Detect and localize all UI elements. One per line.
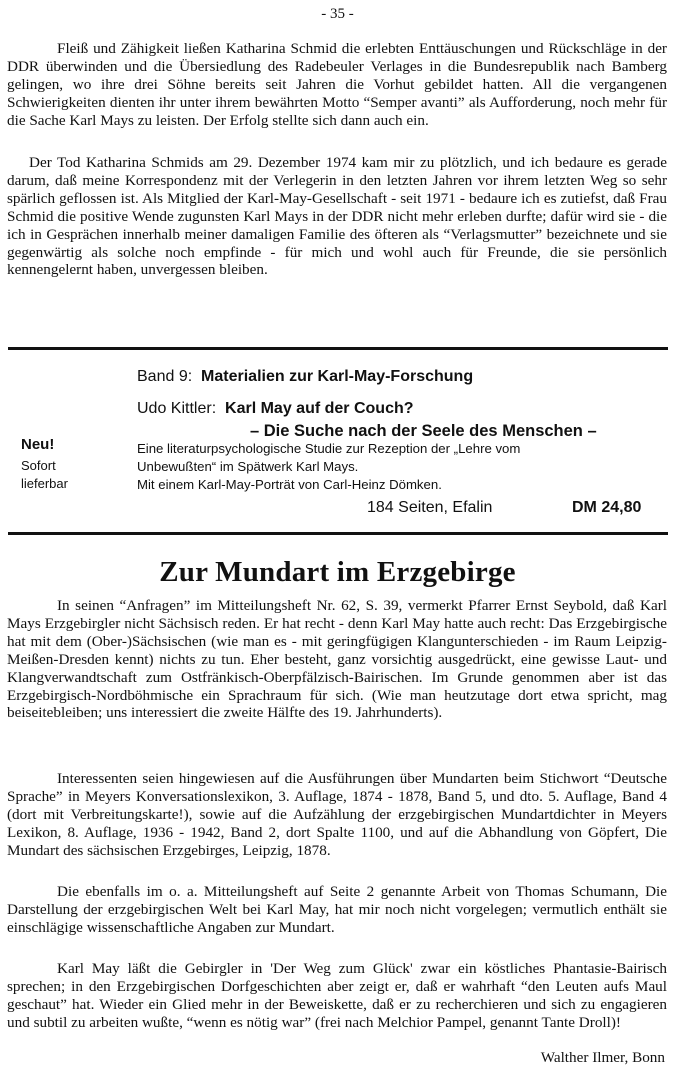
intro-paragraph-1 xyxy=(7,40,667,130)
ad-top-rule xyxy=(8,347,668,350)
ad-author-line xyxy=(137,400,414,418)
ad-band-line xyxy=(137,368,473,386)
ad-subtitle: – Die Suche nach der Seele des Menschen – xyxy=(250,422,597,440)
ad-band-prefix: Band 9: xyxy=(137,368,193,385)
article-paragraph-1 xyxy=(7,597,667,722)
article-paragraph-4-text: Karl May läßt die Gebirgler in 'Der Weg zum Glück' zwar ein köstliches Phantasie-Bairisch sprechen; in den Erzgebirgischen Dorfgeschichten aber zeigt er, daß er wahrhaft “den Leuten aufs Maul geschaut” hat. Wieder ein Glied mehr in der Beweiskette, daß er zu recherchieren und sich zu engagieren und subtil zu arbeiten wußte, “wenn es nötig war” (frei nach Melchior Pampel, genannt Tante Droll)! xyxy=(7,960,667,1031)
intro-paragraph-2-text: Der Tod Katharina Schmids am 29. Dezember 1974 kam mir zu plötzlich, und ich bedaure es gerade darum, daß meine Korrespondenz mit der Verlegerin in den letzten Jahren vor ihrem letzten Weg so sehr spärlich geflossen ist. Als Mitglied der Karl-May-Gesellschaft - seit 1971 - bedaure ich es zutiefst, daß Frau Schmid die positive Wende zugunsten Karl Mays in der DDR nicht mehr erleben durfte; dafür wird sie - die ich in Gesprächen innerhalb meiner damaligen Familie des öfteren als “Verlagsmutter” bezeichnete und sie gegenwärtig als solche noch empfinde - für mich und wohl auch für Freunde, die sie persönlich kennengelernt haben, unvergessen bleiben. xyxy=(7,154,667,279)
article-paragraph-2 xyxy=(7,770,667,860)
article-paragraph-4 xyxy=(7,960,667,1032)
article-paragraph-3 xyxy=(7,883,667,937)
ad-availability-1: Sofort xyxy=(21,458,56,473)
ad-description-line-2: Unbewußten“ im Spätwerk Karl Mays. xyxy=(137,459,359,474)
intro-paragraph-1-text: Fleiß und Zähigkeit ließen Katharina Schmid die erlebten Enttäuschungen und Rückschläge in der DDR überwinden und die Übersiedlung des Radebeuler Verlages in die Bundesrepublik nach Bamberg gelingen, wo ihre drei Söhne bereits seit Jahren die Vorhut gebildet hatten. All die vergangenen Schwierigkeiten dienten ihr unter ihrem bewährten Motto “Semper avanti” als Aufforderung, noch mehr für die Sache Karl Mays zu leisten. Der Erfolg stellte sich dann auch ein. xyxy=(7,40,667,129)
article-paragraph-2-text: Interessenten seien hingewiesen auf die Ausführungen über Mundarten beim Stichwort “Deutsche Sprache” in Meyers Konversationslexikon, 3. Auflage, 1874 - 1878, Band 5, und dto. 5. Auflage, Band 4 (dort mit Verbreitungskarte!), sowie auf die Aufzählung der erzgebirgischen Mundartdichter in Meyers Lexikon, 8. Auflage, 1936 - 1942, Band 2, dort Spalte 1100, und auf die Abhandlung von Göpfert, Die Mundart des sächsischen Erzgebirges, Leipzig, 1878. xyxy=(7,770,667,859)
ad-book-title: Karl May auf der Couch? xyxy=(225,400,414,417)
ad-author: Udo Kittler: xyxy=(137,400,217,417)
ad-pages: 184 Seiten, Efalin xyxy=(367,499,493,516)
intro-paragraph-2 xyxy=(7,154,667,279)
ad-band-title: Materialien zur Karl-May-Forschung xyxy=(201,368,474,385)
article-paragraph-1-text: In seinen “Anfragen” im Mitteilungsheft Nr. 62, S. 39, vermerkt Pfarrer Ernst Seybold, daß Karl Mays Erzgebirgler nicht Sächsisch reden. Er hat recht - denn Karl May hatte auch recht: Das Erzgebirgische hat mit dem (Ober-)Sächsischen (wie man es - mit geringfügigen Klangunterschieden - im Raum Leipzig-Meißen-Dresden kennt) nichts zu tun. Eher besteht, ganz vorsichtig ausgedrückt, eine gewisse Laut- und Klangverwandtschaft zum Ostfränkisch-Oberpfälzisch-Bairischen. Im Grunde genommen aber ist das Erzgebirgisch-Nordböhmische ein Sprachraum für sich. (Wie man heutzutage dort etwa spricht, mag beiseitebleiben; uns interessiert die zweite Hälfte des 19. Jahrhunderts). xyxy=(7,597,667,722)
ad-price: DM 24,80 xyxy=(572,499,642,516)
ad-new-badge: Neu! xyxy=(21,436,55,453)
ad-availability-2: lieferbar xyxy=(21,476,68,491)
ad-bottom-rule xyxy=(8,532,668,535)
book-advertisement xyxy=(0,352,675,530)
article-signature: Walther Ilmer, Bonn xyxy=(540,1049,665,1066)
article-paragraph-3-text: Die ebenfalls im o. a. Mitteilungsheft auf Seite 2 genannte Arbeit von Thomas Schumann, Die Darstellung der erzgebirgischen Welt bei Karl May, hat mir noch nicht vorgelegen; vermutlich enthält sie einschlägige wissenschaftliche Angaben zur Mundart. xyxy=(7,883,667,936)
article-title: Zur Mundart im Erzgebirge xyxy=(159,556,516,588)
ad-description-line-1: Eine literaturpsychologische Studie zur Rezeption der „Lehre vom xyxy=(137,441,521,456)
page-number: - 35 - xyxy=(321,6,354,22)
ad-description-line-3: Mit einem Karl-May-Porträt von Carl-Heinz Dömken. xyxy=(137,477,442,492)
